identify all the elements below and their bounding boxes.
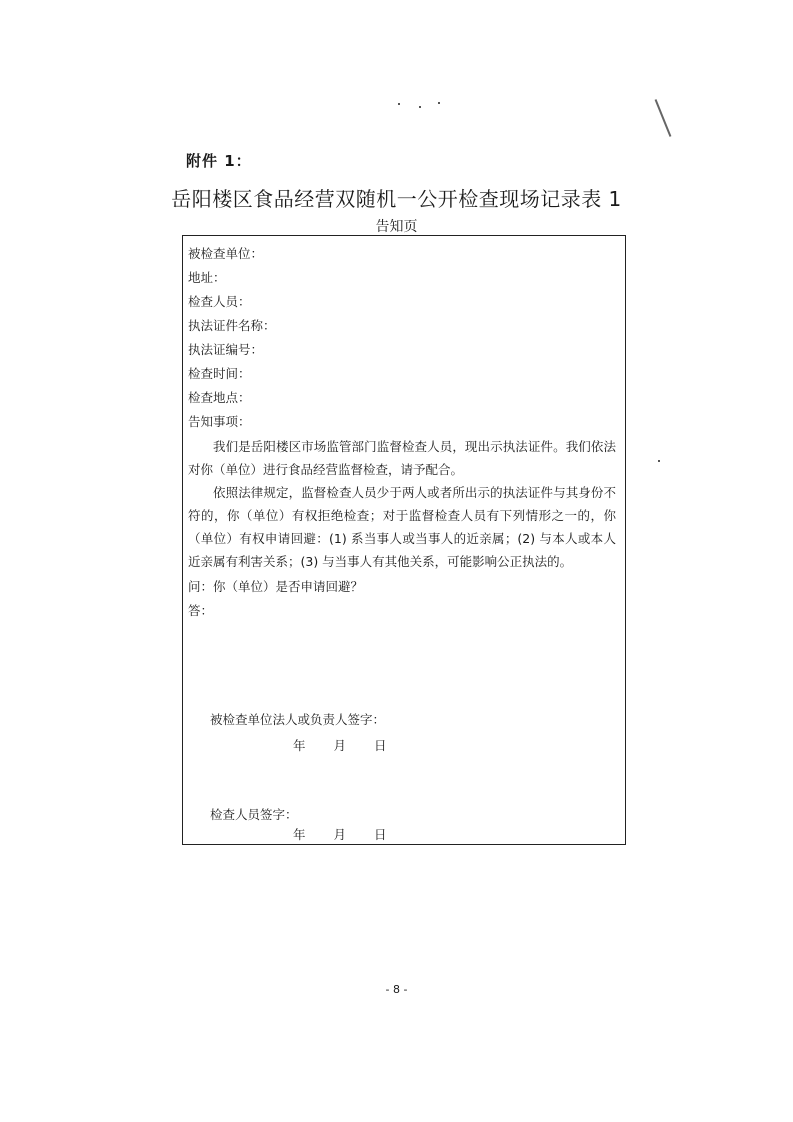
date-year: 年 bbox=[293, 738, 306, 753]
notice-paragraph-1: 我们是岳阳楼区市场监管部门监督检查人员，现出示执法证件。我们依法对你（单位）进行食品经营监督检查，请予配合。 bbox=[188, 439, 616, 477]
document-subtitle: 告知页 bbox=[375, 219, 418, 235]
scan-speck bbox=[419, 106, 421, 108]
field-inspection-time: 检查时间： bbox=[188, 366, 251, 381]
date-month: 月 bbox=[333, 827, 347, 842]
unit-signature-label: 被检查单位法人或负责人签字： bbox=[210, 712, 386, 727]
field-inspected-unit: 被检查单位： bbox=[188, 246, 264, 261]
scan-speck bbox=[438, 102, 440, 104]
document-title: 岳阳楼区食品经营双随机一公开检查现场记录表 1 bbox=[171, 187, 622, 211]
field-notice-items: 告知事项： bbox=[188, 414, 251, 429]
inspector-signature-date bbox=[293, 825, 387, 843]
page-number: - 8 - bbox=[385, 983, 408, 996]
inspector-signature-label: 检查人员签字： bbox=[210, 807, 298, 822]
date-day: 日 bbox=[374, 827, 387, 842]
notice-form bbox=[182, 235, 626, 845]
recusal-question: 问：你（单位）是否申请回避？ bbox=[188, 579, 364, 594]
field-address: 地址： bbox=[188, 270, 226, 285]
scan-speck bbox=[658, 460, 660, 462]
date-year: 年 bbox=[293, 827, 306, 842]
notice-paragraph-2: 依照法律规定，监督检查人员少于两人或者所出示的执法证件与其身份不符的，你（单位）有权拒绝检查；对于监督检查人员有下列情形之一的，你（单位）有权申请回避：(1) 系当事人或当事人的近亲属；(2) 与本人或本人近亲属有利害关系；(3) 与当事人有其他关系，可能影响公正执法的。 bbox=[188, 485, 616, 569]
unit-signature-date bbox=[293, 736, 387, 754]
field-certificate-name: 执法证件名称： bbox=[188, 318, 276, 333]
field-inspection-location: 检查地点： bbox=[188, 390, 251, 405]
attachment-label: 附件 1： bbox=[186, 152, 252, 170]
date-month: 月 bbox=[333, 738, 347, 753]
field-inspectors: 检查人员： bbox=[188, 294, 251, 309]
scan-edge-mark bbox=[655, 99, 672, 137]
answer-label: 答： bbox=[188, 603, 214, 618]
field-certificate-number: 执法证编号： bbox=[188, 342, 264, 357]
scan-speck bbox=[398, 103, 400, 105]
date-day: 日 bbox=[374, 738, 387, 753]
